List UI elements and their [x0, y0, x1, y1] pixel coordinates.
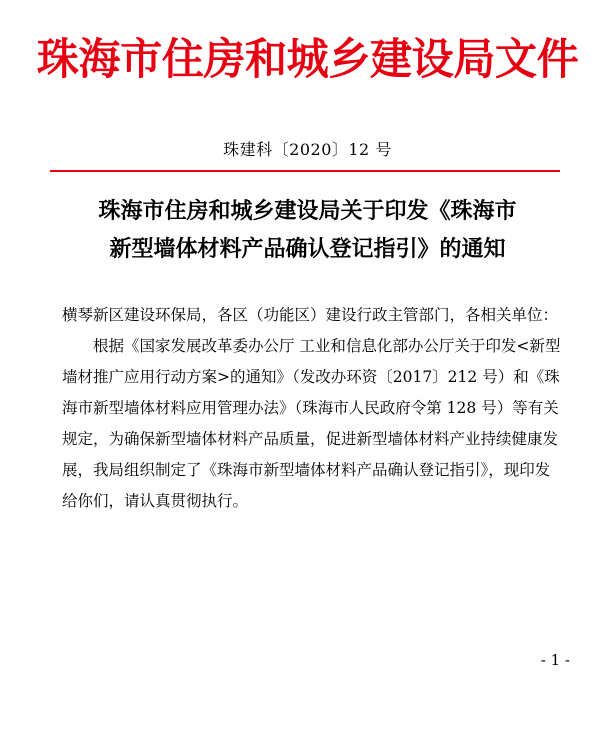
document-title [40, 192, 575, 268]
document-number: 珠建科〔2020〕12 号 [223, 140, 392, 159]
page-number: - 1 - [540, 651, 570, 669]
document-title-line-2: 新型墙体材料产品确认登记指引》的通知 [109, 236, 506, 262]
salutation: 横琴新区建设环保局，各区（功能区）建设行政主管部门，各相关单位： [62, 306, 559, 324]
body-paragraph: 根据《国家发展改革委办公厅 工业和信息化部办公厅关于印发<新型墙材推广应用行动方案>的通知》（发改办环资〔2017〕212 号）和《珠海市新型墙体材料应用管理办法》（珠海市人民政府令第 128 号）等有关规定，为确保新型墙体材料产品质量，促进新型墙体材料产业持续健康发展，我局组织制定了《珠海市新型墙体材料产品确认登记指引》，现印发给你们，请认真贯彻执行。 [62, 337, 561, 510]
document-body [62, 300, 562, 517]
document-title-line-1: 珠海市住房和城乡建设局关于印发《珠海市 [98, 198, 517, 224]
red-divider-rule [50, 170, 560, 172]
document-masthead: 珠海市住房和城乡建设局文件 [36, 35, 579, 85]
